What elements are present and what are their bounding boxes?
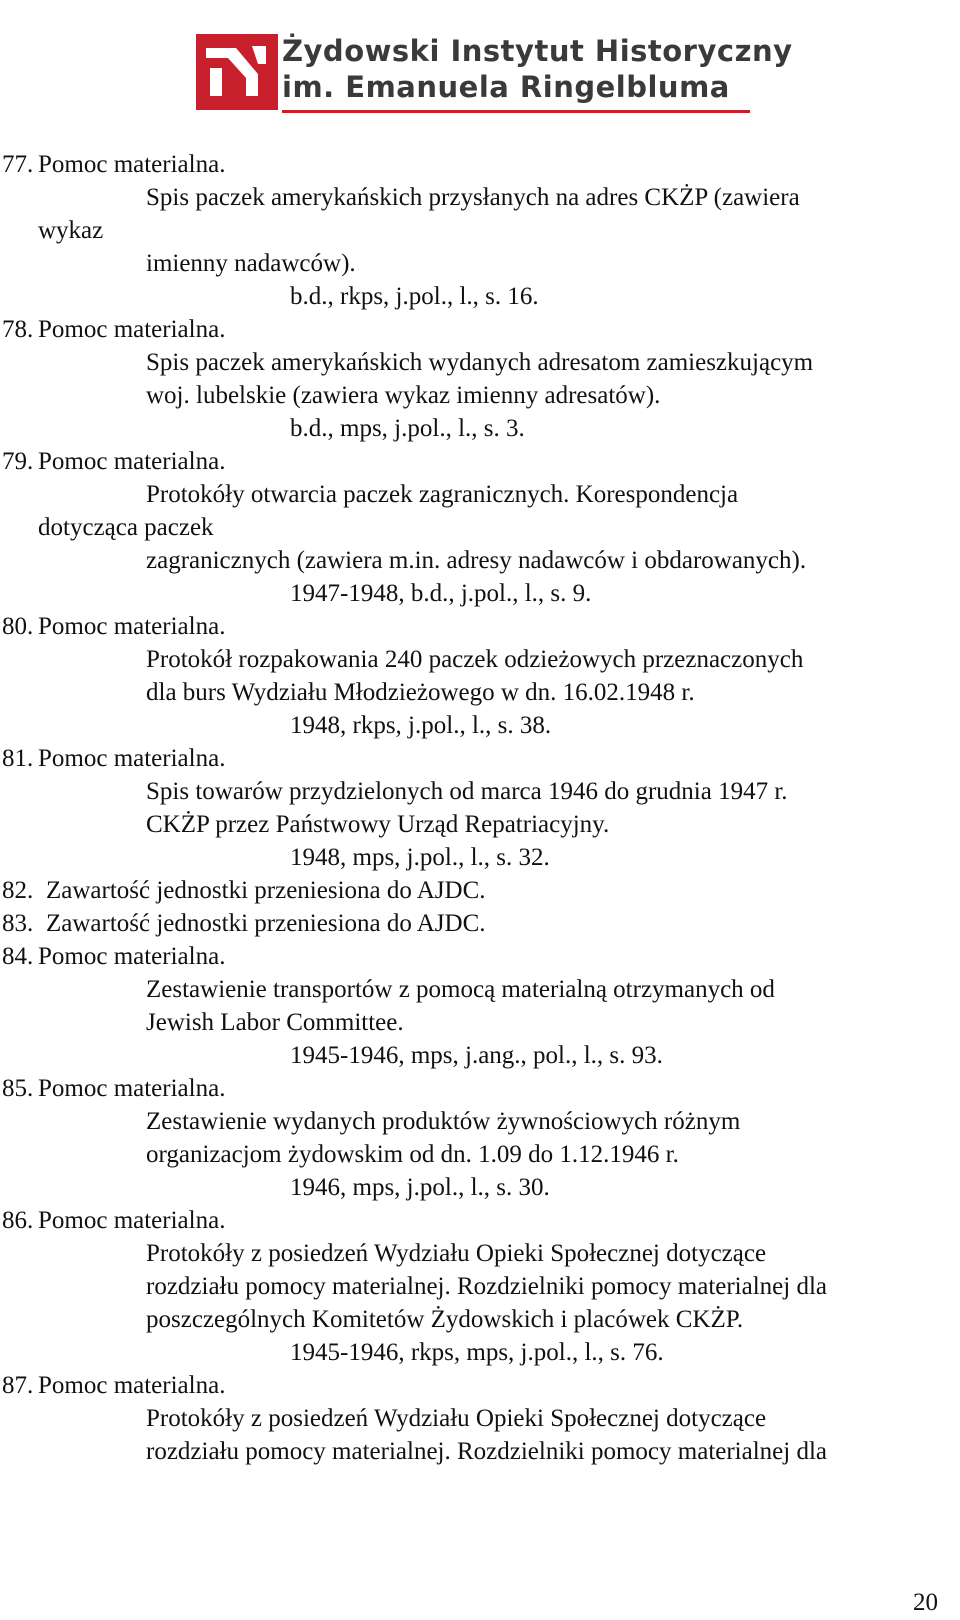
- entry-number-78: 78.: [2, 316, 34, 343]
- logo-underline: [282, 110, 750, 113]
- entry-80-meta: 1948, rkps, j.pol., l., s. 38.: [290, 712, 552, 739]
- entry-number-84: 84.: [2, 943, 34, 970]
- entry-number-86: 86.: [2, 1207, 34, 1234]
- entry-number-82: 82.: [2, 877, 34, 904]
- entry-77-description: imienny nadawców).: [146, 250, 356, 277]
- entry-81-title: Pomoc materialna.: [38, 745, 226, 772]
- entry-82-title: Zawartość jednostki przeniesiona do AJDC.: [46, 877, 486, 904]
- entry-86-meta: 1945-1946, rkps, mps, j.pol., l., s. 76.: [290, 1339, 664, 1366]
- entry-86-description: poszczególnych Komitetów Żydowskich i placówek CKŻP.: [146, 1306, 744, 1333]
- entry-87-title: Pomoc materialna.: [38, 1372, 226, 1399]
- logo-title-line-2: im. Emanuela Ringelbluma: [282, 70, 730, 104]
- entry-78-description: Spis paczek amerykańskich wydanych adresatom zamieszkującym: [146, 349, 814, 376]
- entry-83-title: Zawartość jednostki przeniesiona do AJDC.: [46, 910, 486, 937]
- zih-logo-icon: [196, 34, 278, 110]
- entry-80-description: Protokół rozpakowania 240 paczek odzieżowych przeznaczonych: [146, 646, 804, 673]
- entry-81-meta: 1948, mps, j.pol., l., s. 32.: [290, 844, 550, 871]
- entry-77-title: Pomoc materialna.: [38, 151, 226, 178]
- entry-77-meta: b.d., rkps, j.pol., l., s. 16.: [290, 283, 539, 310]
- entry-86-title: Pomoc materialna.: [38, 1207, 226, 1234]
- entry-86-description: rozdziału pomocy materialnej. Rozdzielniki pomocy materialnej dla: [146, 1273, 828, 1300]
- entry-78-description: woj. lubelskie (zawiera wykaz imienny adresatów).: [146, 382, 661, 409]
- entry-number-81: 81.: [2, 745, 34, 772]
- entry-87-description: rozdziału pomocy materialnej. Rozdzielniki pomocy materialnej dla: [146, 1438, 828, 1465]
- entry-81-description: Spis towarów przydzielonych od marca 1946 do grudnia 1947 r.: [146, 778, 788, 805]
- page-number: 20: [913, 1589, 938, 1616]
- entry-78-meta: b.d., mps, j.pol., l., s. 3.: [290, 415, 525, 442]
- entry-77-description: wykaz: [38, 217, 104, 244]
- entry-number-87: 87.: [2, 1372, 34, 1399]
- entry-78-title: Pomoc materialna.: [38, 316, 226, 343]
- entry-85-title: Pomoc materialna.: [38, 1075, 226, 1102]
- entry-number-80: 80.: [2, 613, 34, 640]
- entry-85-description: Zestawienie wydanych produktów żywnościowych różnym: [146, 1108, 741, 1135]
- entry-81-description: CKŻP przez Państwowy Urząd Repatriacyjny.: [146, 811, 610, 838]
- entry-number-79: 79.: [2, 448, 34, 475]
- entry-87-description: Protokóły z posiedzeń Wydziału Opieki Społecznej dotyczące: [146, 1405, 767, 1432]
- logo-title-line-1: Żydowski Instytut Historyczny: [282, 34, 793, 68]
- entry-85-description: organizacjom żydowskim od dn. 1.09 do 1.12.1946 r.: [146, 1141, 679, 1168]
- entry-84-meta: 1945-1946, mps, j.ang., pol., l., s. 93.: [290, 1042, 663, 1069]
- entry-77-description: Spis paczek amerykańskich przysłanych na adres CKŻP (zawiera: [146, 184, 800, 211]
- entry-79-description: dotycząca paczek: [38, 514, 214, 541]
- entry-79-description: zagranicznych (zawiera m.in. adresy nadawców i obdarowanych).: [146, 547, 807, 574]
- entry-80-title: Pomoc materialna.: [38, 613, 226, 640]
- entry-79-title: Pomoc materialna.: [38, 448, 226, 475]
- entry-79-description: Protokóły otwarcia paczek zagranicznych. Korespondencja: [146, 481, 739, 508]
- entry-number-83: 83.: [2, 910, 34, 937]
- entry-number-77: 77.: [2, 151, 34, 178]
- entry-84-description: Jewish Labor Committee.: [146, 1009, 404, 1036]
- entry-79-meta: 1947-1948, b.d., j.pol., l., s. 9.: [290, 580, 592, 607]
- entry-84-description: Zestawienie transportów z pomocą materialną otrzymanych od: [146, 976, 775, 1003]
- entry-85-meta: 1946, mps, j.pol., l., s. 30.: [290, 1174, 550, 1201]
- header-logo: [190, 28, 793, 118]
- entry-86-description: Protokóły z posiedzeń Wydziału Opieki Społecznej dotyczące: [146, 1240, 767, 1267]
- entry-80-description: dla burs Wydziału Młodzieżowego w dn. 16.02.1948 r.: [146, 679, 695, 706]
- entry-number-85: 85.: [2, 1075, 34, 1102]
- entry-84-title: Pomoc materialna.: [38, 943, 226, 970]
